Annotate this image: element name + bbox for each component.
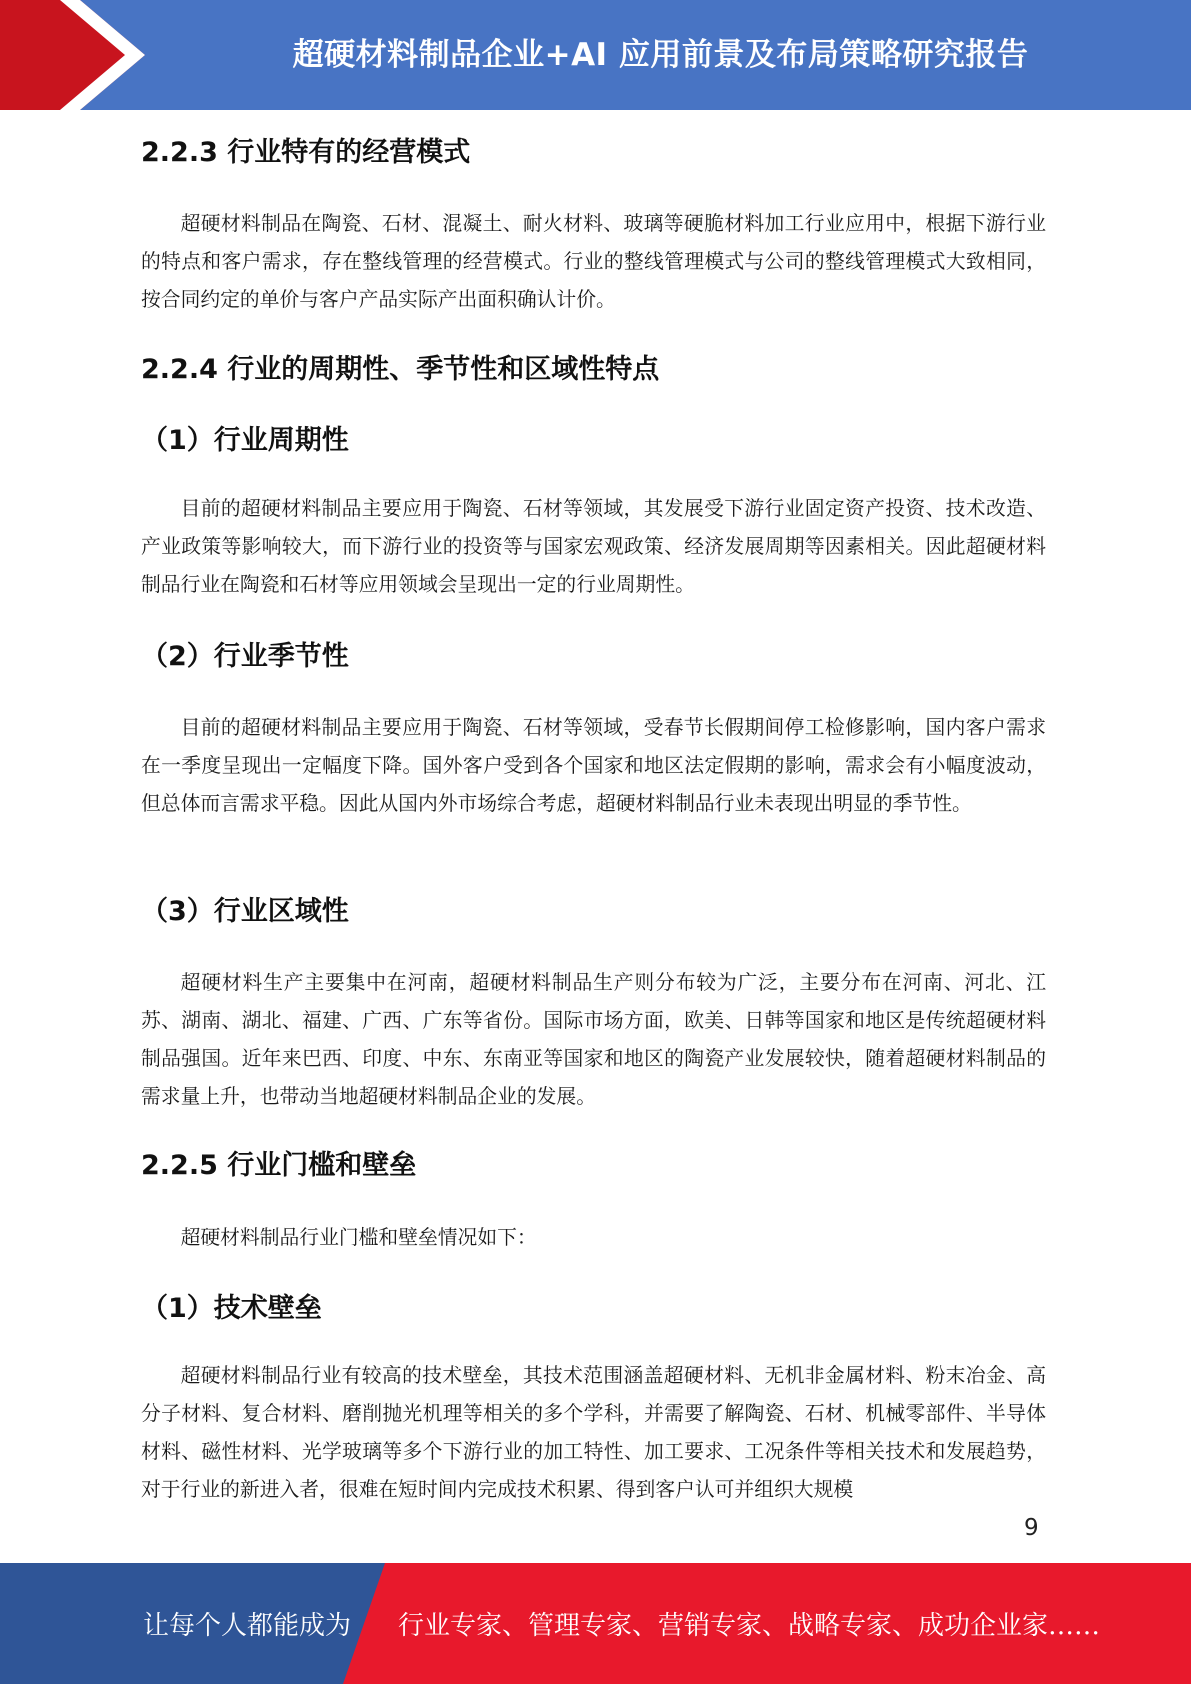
paragraph-seasonality: 目前的超硬材料制品主要应用于陶瓷、石材等领域，受春节长假期间停工检修影响，国内客户需求在一季度呈现出一定幅度下降。国外客户受到各个国家和地区法定假期的影响，需求会有小幅度波动，但总体而言需求平稳。因此从国内外市场综合考虑，超硬材料制品行业未表现出明显的季节性。 xyxy=(141,716,1046,815)
page-number: 9 xyxy=(1024,1515,1039,1541)
paragraph-operating-model: 超硬材料制品在陶瓷、石材、混凝土、耐火材料、玻璃等硬脆材料加工行业应用中，根据下游行业的特点和客户需求，存在整线管理的经营模式。行业的整线管理模式与公司的整线管理模式大致相同，按合同约定的单价与客户产品实际产出面积确认计价。 xyxy=(141,212,1046,311)
subheading-cyclicality: （1）行业周期性 xyxy=(141,425,349,456)
subheading-regionality: （3）行业区域性 xyxy=(141,896,349,927)
section-heading-2-2-3: 2.2.3 行业特有的经营模式 xyxy=(141,137,471,168)
paragraph-regionality: 超硬材料生产主要集中在河南，超硬材料制品生产则分布较为广泛，主要分布在河南、河北、江苏、湖南、湖北、福建、广西、广东等省份。国际市场方面，欧美、日韩等国家和地区是传统超硬材料制品强国。近年来巴西、印度、中东、东南亚等国家和地区的陶瓷产业发展较快，随着超硬材料制品的需求量上升，也带动当地超硬材料制品企业的发展。 xyxy=(141,971,1046,1108)
report-header xyxy=(0,0,1191,110)
paragraph-barriers-intro: 超硬材料制品行业门槛和壁垒情况如下： xyxy=(180,1226,537,1249)
footer-slogan: 让每个人都能成为 xyxy=(143,1611,352,1641)
subheading-technical-barrier: （1）技术壁垒 xyxy=(141,1293,322,1324)
subheading-seasonality: （2）行业季节性 xyxy=(141,641,349,672)
paragraph-cyclicality: 目前的超硬材料制品主要应用于陶瓷、石材等领域，其发展受下游行业固定资产投资、技术改造、产业政策等影响较大，而下游行业的投资等与国家宏观政策、经济发展周期等因素相关。因此超硬材料制品行业在陶瓷和石材等应用领域会呈现出一定的行业周期性。 xyxy=(141,497,1046,596)
footer-roles: 行业专家、管理专家、营销专家、战略专家、成功企业家…… xyxy=(398,1611,1101,1641)
paragraph-technical-barrier: 超硬材料制品行业有较高的技术壁垒，其技术范围涵盖超硬材料、无机非金属材料、粉末冶金、高分子材料、复合材料、磨削抛光机理等相关的多个学科，并需要了解陶瓷、石材、机械零部件、半导体材料、磁性材料、光学玻璃等多个下游行业的加工特性、加工要求、工况条件等相关技术和发展趋势，对于行业的新进入者，很难在短时间内完成技术积累、得到客户认可并组织大规模 xyxy=(141,1364,1046,1501)
section-heading-2-2-5: 2.2.5 行业门槛和壁垒 xyxy=(141,1150,417,1181)
report-title: 超硬材料制品企业+AI 应用前景及布局策略研究报告 xyxy=(292,36,1029,73)
report-footer xyxy=(0,1563,1191,1684)
section-heading-2-2-4: 2.2.4 行业的周期性、季节性和区域性特点 xyxy=(141,354,660,385)
